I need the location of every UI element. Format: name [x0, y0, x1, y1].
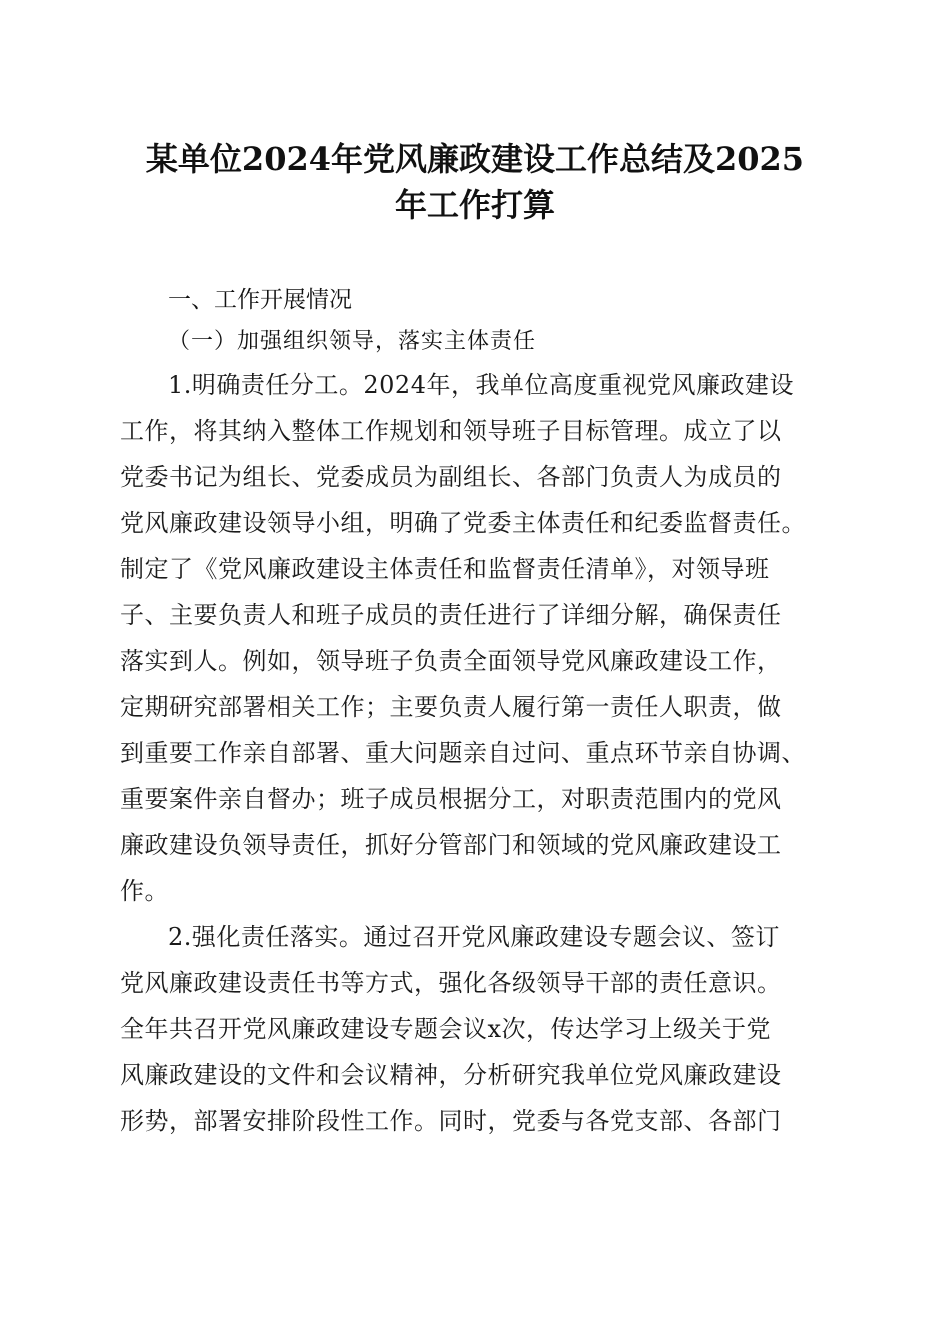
- paragraph-line: 重要案件亲自督办；班子成员根据分工，对职责范围内的党风: [120, 785, 782, 813]
- paragraph-line: 定期研究部署相关工作；主要负责人履行第一责任人职责，做: [120, 693, 782, 721]
- paragraph-line: 廉政建设负领导责任，抓好分管部门和领域的党风廉政建设工: [120, 831, 782, 859]
- title-line-2: 年工作打算: [394, 186, 555, 224]
- paragraph-line: 作。: [120, 877, 169, 905]
- paragraph-line: 制定了《党风廉政建设主体责任和监督责任清单》，对领导班: [120, 555, 770, 583]
- paragraph-line: 党风廉政建设责任书等方式，强化各级领导干部的责任意识。: [120, 969, 782, 997]
- paragraph-line: 全年共召开党风廉政建设专题会议x次，传达学习上级关于党: [120, 1015, 772, 1043]
- title-line-1: 某单位2024年党风廉政建设工作总结及2025: [145, 140, 805, 178]
- paragraph-line: 工作，将其纳入整体工作规划和领导班子目标管理。成立了以: [120, 417, 782, 445]
- paragraph-line: 到重要工作亲自部署、重大问题亲自过问、重点环节亲自协调、: [120, 739, 806, 767]
- document-title: [100, 136, 850, 228]
- paragraph-line: 2.强化责任落实。通过召开党风廉政建设专题会议、签订: [168, 923, 780, 951]
- paragraph-line: 党风廉政建设领导小组，明确了党委主体责任和纪委监督责任。: [120, 509, 806, 537]
- paragraph-line: 党委书记为组长、党委成员为副组长、各部门负责人为成员的: [120, 463, 782, 491]
- paragraph-line: 风廉政建设的文件和会议精神，分析研究我单位党风廉政建设: [120, 1061, 782, 1089]
- paragraph-1: [120, 362, 830, 914]
- paragraph-2: [120, 914, 830, 1144]
- paragraph-line: 形势，部署安排阶段性工作。同时，党委与各党支部、各部门: [120, 1107, 782, 1135]
- section-heading: 一、工作开展情况: [168, 287, 352, 313]
- paragraph-line: 子、主要负责人和班子成员的责任进行了详细分解，确保责任: [120, 601, 782, 629]
- paragraph-line: 落实到人。例如，领导班子负责全面领导党风廉政建设工作，: [120, 647, 782, 675]
- paragraph-line: 1.明确责任分工。2024年，我单位高度重视党风廉政建设: [168, 371, 794, 399]
- subsection-heading: （一）加强组织领导，落实主体责任: [168, 329, 537, 354]
